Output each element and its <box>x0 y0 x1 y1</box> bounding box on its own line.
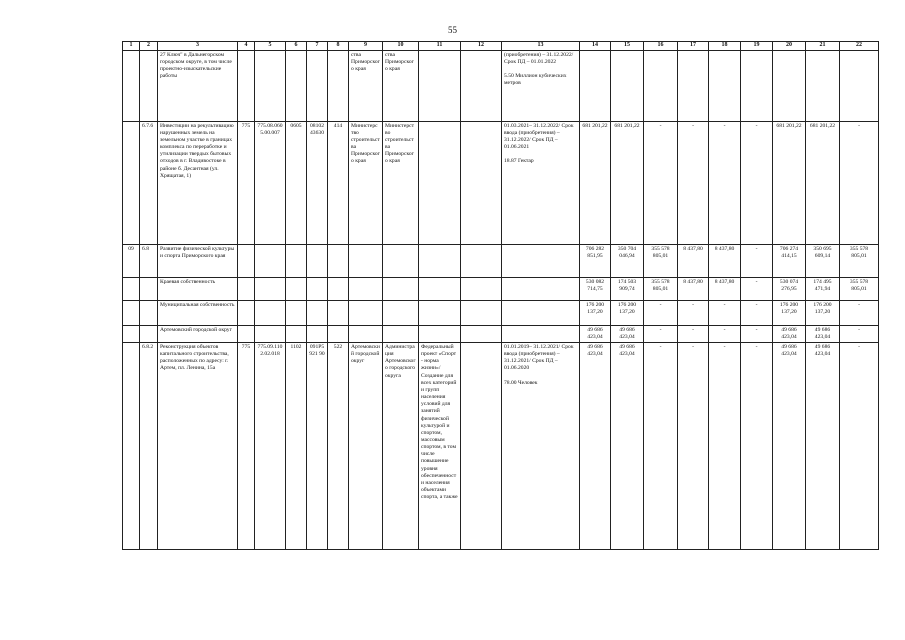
table-cell <box>709 50 741 121</box>
table-cell: - <box>678 325 709 342</box>
table-cell <box>419 300 461 325</box>
table-cell: - <box>678 342 709 549</box>
col-header: 8 <box>328 42 349 51</box>
table-cell <box>123 121 140 244</box>
table-cell <box>123 342 140 549</box>
table-cell <box>238 325 255 342</box>
col-header: 4 <box>238 42 255 51</box>
table-cell <box>123 50 140 121</box>
table-cell: 09 <box>123 244 140 277</box>
table-cell: Муниципальная собственность <box>158 300 238 325</box>
table-cell <box>502 277 580 300</box>
table-row <box>123 325 879 342</box>
table-cell: - <box>678 121 709 244</box>
table-cell: 775.09.1102.02.018 <box>255 342 286 549</box>
table-cell <box>328 244 349 277</box>
table-cell <box>286 300 307 325</box>
table-cell <box>502 244 580 277</box>
table-cell <box>419 325 461 342</box>
table-cell: 0810243630 <box>307 121 328 244</box>
table-cell <box>611 50 644 121</box>
col-header: 11 <box>419 42 461 51</box>
col-header: 3 <box>158 42 238 51</box>
table-cell: - <box>840 325 879 342</box>
table-cell: 091Р5921 90 <box>307 342 328 549</box>
table-cell <box>461 325 502 342</box>
table-cell <box>349 244 383 277</box>
table-cell <box>286 50 307 121</box>
table-cell <box>644 50 678 121</box>
col-header: 10 <box>383 42 419 51</box>
table-cell: Артемовский городской округ <box>349 342 383 549</box>
table-cell: 681 201,22 <box>611 121 644 244</box>
table-cell <box>741 50 773 121</box>
table-cell <box>140 50 158 121</box>
table-cell <box>349 325 383 342</box>
table-cell: 706 282 851,95 <box>580 244 611 277</box>
table-cell: ства Приморского края <box>383 50 419 121</box>
table-cell: 6.8 <box>140 244 158 277</box>
table-cell <box>123 325 140 342</box>
table-cell: 355 578 805,01 <box>644 244 678 277</box>
table-cell <box>286 244 307 277</box>
table-cell: - <box>840 121 879 244</box>
table-cell: 0605 <box>286 121 307 244</box>
col-header: 5 <box>255 42 286 51</box>
table-cell: Краевая собственность <box>158 277 238 300</box>
table-cell: - <box>709 325 741 342</box>
table-cell: 706 274 414,15 <box>773 244 806 277</box>
table-cell: - <box>678 300 709 325</box>
table-cell: 8 437,80 <box>678 244 709 277</box>
table-cell <box>123 277 140 300</box>
table-cell: 522 <box>328 342 349 549</box>
table-cell <box>140 300 158 325</box>
table-cell: Федеральный проект «Спорт - норма жизни»/Создание для всех категорий и групп населения условий для занятий физической культурой и спортом, массовым спортом, в том числе повышение уровня обеспеченности населения объектами спорта, а также <box>419 342 461 549</box>
table-row <box>123 244 879 277</box>
table-cell <box>238 244 255 277</box>
table-cell: 530 074 276,95 <box>773 277 806 300</box>
col-header: 21 <box>806 42 840 51</box>
table-cell <box>419 121 461 244</box>
table-cell: 8 437,80 <box>709 277 741 300</box>
table-cell: 49 686 423,04 <box>611 325 644 342</box>
table-cell: - <box>644 121 678 244</box>
table-cell: 530 082 714,75 <box>580 277 611 300</box>
table-cell <box>238 50 255 121</box>
col-header: 9 <box>349 42 383 51</box>
table-cell <box>419 277 461 300</box>
investment-table <box>122 41 879 550</box>
table-cell: - <box>741 300 773 325</box>
table-cell: 49 686 423,04 <box>611 342 644 549</box>
table-row <box>123 300 879 325</box>
table-cell: - <box>840 342 879 549</box>
table-cell: 681 201,22 <box>773 121 806 244</box>
table-cell <box>419 50 461 121</box>
table-cell: - <box>741 277 773 300</box>
column-number-row <box>123 42 879 51</box>
table-cell: 775 <box>238 121 255 244</box>
table-row <box>123 342 879 549</box>
table-cell <box>502 300 580 325</box>
table-cell: 176 200 137,20 <box>580 300 611 325</box>
table-cell: Инвестиции на рекультивацию нарушенных земель на земельном участке в границах комплекса по переработке и утилизации твердых бытовых отходов в г. Владивостоке в районе б. Десантная (ул. Хрящатая, 1) <box>158 121 238 244</box>
table-cell <box>328 300 349 325</box>
table-cell: 49 686 423,04 <box>806 325 840 342</box>
col-header: 16 <box>644 42 678 51</box>
table-cell: Министерство строительства Приморского края <box>349 121 383 244</box>
table-cell <box>773 50 806 121</box>
table-cell <box>286 325 307 342</box>
table-cell <box>286 277 307 300</box>
table-cell <box>238 277 255 300</box>
table-cell <box>461 121 502 244</box>
table-cell: 174 503 909,74 <box>611 277 644 300</box>
table-cell: 8 437,80 <box>709 244 741 277</box>
table-cell: Артемовский городской округ <box>158 325 238 342</box>
table-cell <box>461 342 502 549</box>
table-cell: Администрация Артемовского городского округа <box>383 342 419 549</box>
col-header: 18 <box>709 42 741 51</box>
table-cell <box>307 325 328 342</box>
table-cell <box>461 277 502 300</box>
table-cell: 01.01.2019– 31.12.2021/ Срок ввода (приобретения) – 31.12.2021/ Срок ПД – 01.06.2020 78.00 Человек <box>502 342 580 549</box>
col-header: 12 <box>461 42 502 51</box>
table-cell <box>328 325 349 342</box>
col-header: 20 <box>773 42 806 51</box>
table-cell <box>383 244 419 277</box>
col-header: 6 <box>286 42 307 51</box>
table-cell: - <box>644 325 678 342</box>
table-cell: 176 200 137,20 <box>611 300 644 325</box>
page-number: 55 <box>448 25 457 35</box>
col-header: 2 <box>140 42 158 51</box>
table-cell: 355 578 805,01 <box>840 244 879 277</box>
table-cell <box>238 300 255 325</box>
table-cell <box>349 300 383 325</box>
col-header: 22 <box>840 42 879 51</box>
col-header: 19 <box>741 42 773 51</box>
table-cell: 681 201,22 <box>806 121 840 244</box>
table-cell: 176 200 137,20 <box>773 300 806 325</box>
table-cell: 49 686 423,04 <box>806 342 840 549</box>
table-cell <box>255 325 286 342</box>
table-cell: 27 Ключ" в Дальнегорском городском округе, в том числе проектно-изыскательские работы <box>158 50 238 121</box>
col-header: 13 <box>502 42 580 51</box>
table-cell: - <box>644 342 678 549</box>
table-cell: - <box>840 300 879 325</box>
table-cell <box>140 277 158 300</box>
table-cell: Развитие физической культуры и спорта Приморского края <box>158 244 238 277</box>
table-cell: 174 495 471,94 <box>806 277 840 300</box>
table-row <box>123 50 879 121</box>
table-cell <box>307 300 328 325</box>
table-cell <box>383 277 419 300</box>
table-cell <box>461 300 502 325</box>
table-cell: 49 686 423,04 <box>580 342 611 549</box>
table-cell: 49 686 423,04 <box>773 342 806 549</box>
table-cell: Реконструкция объектов капитального строительства, расположенных по адресу: г. Артем, пл. Ленина, 15а <box>158 342 238 549</box>
table-cell: - <box>741 325 773 342</box>
table-cell: Министерство строительства Приморского края <box>383 121 419 244</box>
table-cell: 8 437,80 <box>678 277 709 300</box>
table-cell <box>806 50 840 121</box>
table-cell: 775.08.0605.00.007 <box>255 121 286 244</box>
table-cell <box>140 325 158 342</box>
table-cell <box>383 325 419 342</box>
table-cell: 6.7.6 <box>140 121 158 244</box>
table-cell: 6.8.2 <box>140 342 158 549</box>
table-cell <box>419 244 461 277</box>
table-cell <box>328 277 349 300</box>
table-cell <box>461 244 502 277</box>
table-cell: - <box>709 300 741 325</box>
table-cell: 775 <box>238 342 255 549</box>
table-cell: 355 578 805,01 <box>644 277 678 300</box>
col-header: 15 <box>611 42 644 51</box>
table-cell: 355 578 805,01 <box>840 277 879 300</box>
table-cell <box>461 50 502 121</box>
table-cell: ства Приморского края <box>349 50 383 121</box>
table-cell: - <box>709 342 741 549</box>
table-cell: 681 201,22 <box>580 121 611 244</box>
table-cell: 49 686 423,04 <box>773 325 806 342</box>
table-cell: - <box>741 121 773 244</box>
table-cell: 350 695 609,14 <box>806 244 840 277</box>
table-cell <box>123 300 140 325</box>
table-cell: 176 200 137,20 <box>806 300 840 325</box>
table-cell: - <box>644 300 678 325</box>
table-cell <box>383 300 419 325</box>
table-cell <box>840 50 879 121</box>
table-cell <box>307 244 328 277</box>
col-header: 1 <box>123 42 140 51</box>
table-cell: 01.03.2021– 31.12.2022/ Срок ввода (приобретения) – 31.12.2022/ Срок ПД – 01.06.2021 18.87 Гектар <box>502 121 580 244</box>
table-row <box>123 121 879 244</box>
table-cell <box>502 325 580 342</box>
table-cell <box>349 277 383 300</box>
col-header: 14 <box>580 42 611 51</box>
col-header: 7 <box>307 42 328 51</box>
table-cell: 350 704 046,94 <box>611 244 644 277</box>
table-cell <box>678 50 709 121</box>
table-cell: 1102 <box>286 342 307 549</box>
table-cell <box>255 50 286 121</box>
table-cell: - <box>741 244 773 277</box>
table-cell: - <box>709 121 741 244</box>
table-cell <box>328 50 349 121</box>
table-cell: (приобретения) – 31.12.2022/ Срок ПД – 01.01.2022 5.50 Миллион кубических метров <box>502 50 580 121</box>
table-cell: - <box>741 342 773 549</box>
table-cell <box>307 277 328 300</box>
table-cell <box>255 277 286 300</box>
table-cell <box>255 244 286 277</box>
table-cell <box>255 300 286 325</box>
table-cell <box>580 50 611 121</box>
table-row <box>123 277 879 300</box>
col-header: 17 <box>678 42 709 51</box>
table-cell: 49 686 423,04 <box>580 325 611 342</box>
table-cell: 414 <box>328 121 349 244</box>
table-cell <box>307 50 328 121</box>
